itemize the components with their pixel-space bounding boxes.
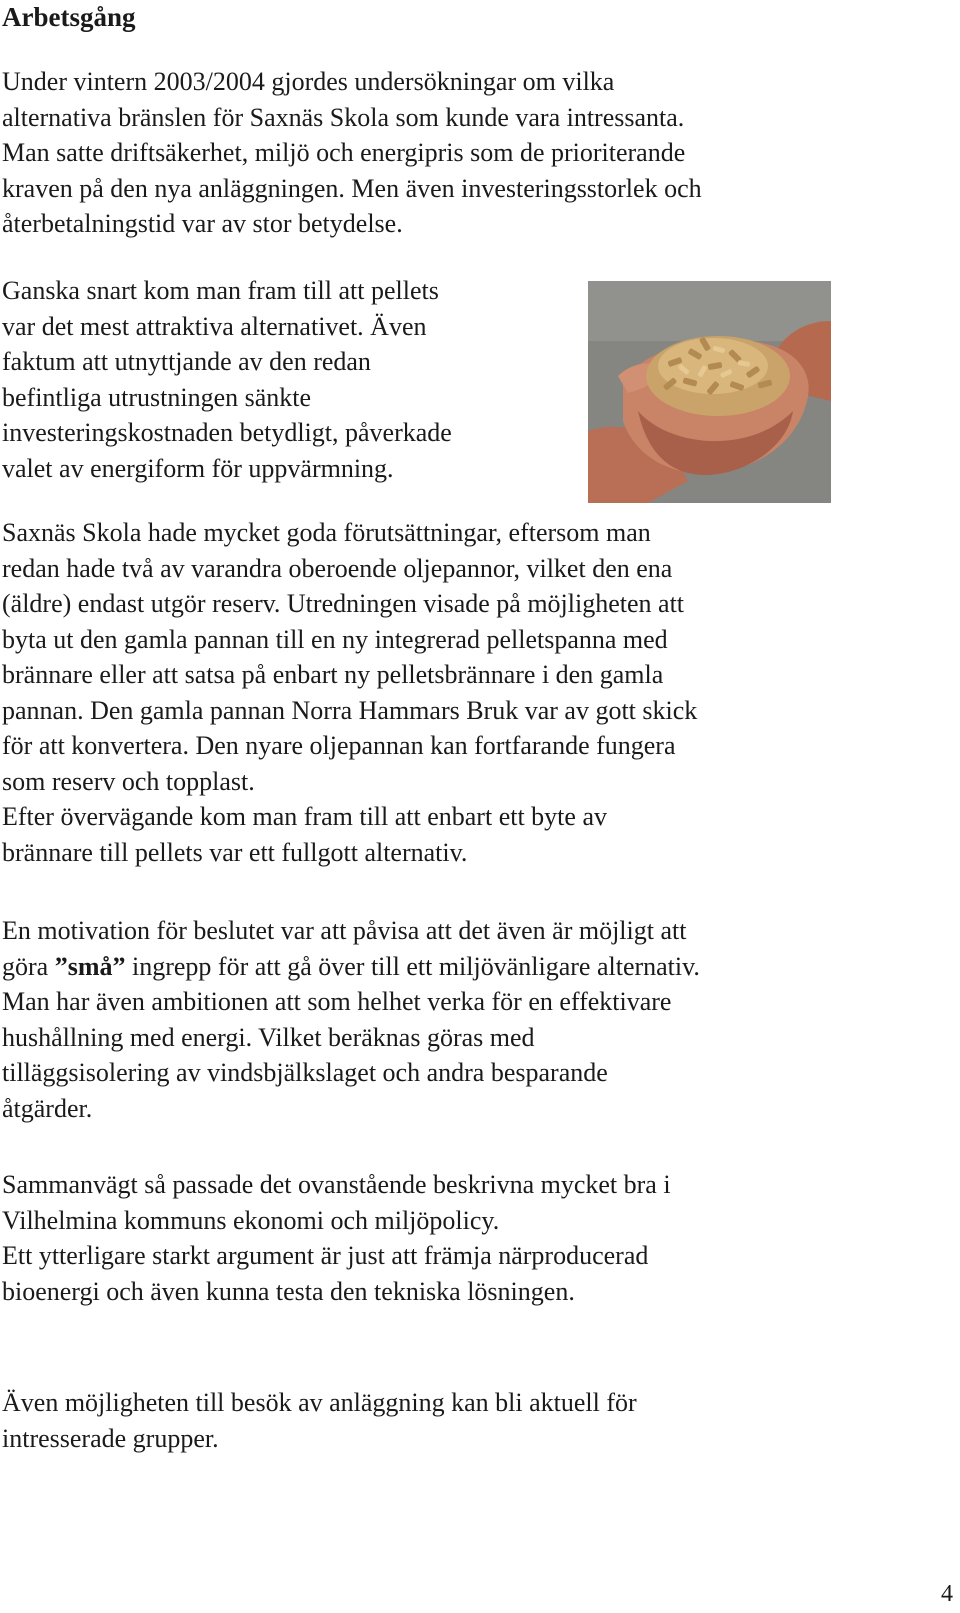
text-line: hushållning med energi. Vilket beräknas göras med bbox=[2, 1022, 535, 1052]
text-line: kraven på den nya anläggningen. Men även investeringsstorlek och bbox=[2, 173, 702, 203]
text-line: alternativa bränslen för Saxnäs Skola som kunde vara intressanta. bbox=[2, 102, 685, 132]
paragraph-intro bbox=[2, 64, 702, 242]
hands-holding-pellets-icon bbox=[588, 281, 831, 503]
text-line: En motivation för beslutet var att påvisa att det även är möjligt att bbox=[2, 916, 687, 945]
text-line: Efter övervägande kom man fram till att enbart ett byte av bbox=[2, 802, 607, 831]
text-segment: göra bbox=[2, 951, 55, 981]
text-line: investeringskostnaden betydligt, påverkade bbox=[2, 418, 452, 447]
emphasis-text: ”små” bbox=[54, 951, 126, 981]
text-line: Ett ytterligare starkt argument är just att främja närproducerad bbox=[2, 1241, 649, 1270]
text-line: befintliga utrustningen sänkte bbox=[2, 382, 312, 412]
text-line: Ganska snart kom man fram till att pellets bbox=[2, 276, 439, 305]
text-line: Saxnäs Skola hade mycket goda förutsättningar, eftersom man bbox=[2, 518, 651, 547]
text-line: återbetalningstid var av stor betydelse. bbox=[2, 209, 403, 238]
text-line: var det mest attraktiva alternativet. Även bbox=[2, 311, 427, 341]
section-heading: Arbetsgång bbox=[2, 2, 136, 32]
text-line: åtgärder. bbox=[2, 1093, 93, 1123]
text-line: Man har även ambitionen att som helhet verka för en effektivare bbox=[2, 987, 672, 1016]
text-line: som reserv och topplast. bbox=[2, 766, 255, 796]
text-line: Även möjligheten till besök av anläggning kan bli aktuell för bbox=[2, 1388, 637, 1417]
text-line: valet av energiform för uppvärmning. bbox=[2, 453, 394, 483]
paragraph-motivation bbox=[2, 913, 700, 1126]
text-line: redan hade två av varandra oberoende oljepannor, vilket den ena bbox=[2, 553, 673, 583]
text-line: brännare till pellets var ett fullgott alternativ. bbox=[2, 837, 468, 867]
page-number: 4 bbox=[941, 1581, 953, 1607]
text-line: Sammanvägt så passade det ovanstående beskrivna mycket bra i bbox=[2, 1170, 671, 1199]
paragraph-pellets bbox=[2, 273, 452, 486]
text-line: Man satte driftsäkerhet, miljö och energipris som de prioriterande bbox=[2, 138, 686, 167]
text-line: bioenergi och även kunna testa den tekniska lösningen. bbox=[2, 1276, 575, 1306]
pellets-hands-photo bbox=[588, 281, 831, 503]
paragraph-conditions bbox=[2, 515, 697, 870]
paragraph-visits bbox=[2, 1385, 637, 1456]
text-line: (äldre) endast utgör reserv. Utredningen visade på möjligheten att bbox=[2, 589, 685, 618]
text-line: intresserade grupper. bbox=[2, 1423, 219, 1453]
text-line: brännare eller att satsa på enbart ny pelletsbrännare i den gamla bbox=[2, 660, 664, 689]
text-line-with-emphasis bbox=[2, 949, 700, 985]
text-line: Under vintern 2003/2004 gjordes undersökningar om vilka bbox=[2, 67, 615, 96]
text-line: faktum att utnyttjande av den redan bbox=[2, 347, 371, 376]
text-line: Vilhelmina kommuns ekonomi och miljöpolicy. bbox=[2, 1205, 500, 1235]
paragraph-summary bbox=[2, 1167, 671, 1309]
text-line: för att konvertera. Den nyare oljepannan kan fortfarande fungera bbox=[2, 731, 676, 760]
text-line: tilläggsisolering av vindsbjälkslaget och andra besparande bbox=[2, 1058, 608, 1087]
text-line: byta ut den gamla pannan till en ny integrerad pelletspanna med bbox=[2, 624, 668, 654]
text-segment: ingrepp för att gå över till ett miljövänligare alternativ. bbox=[125, 951, 700, 981]
text-line: pannan. Den gamla pannan Norra Hammars Bruk var av gott skick bbox=[2, 695, 698, 725]
